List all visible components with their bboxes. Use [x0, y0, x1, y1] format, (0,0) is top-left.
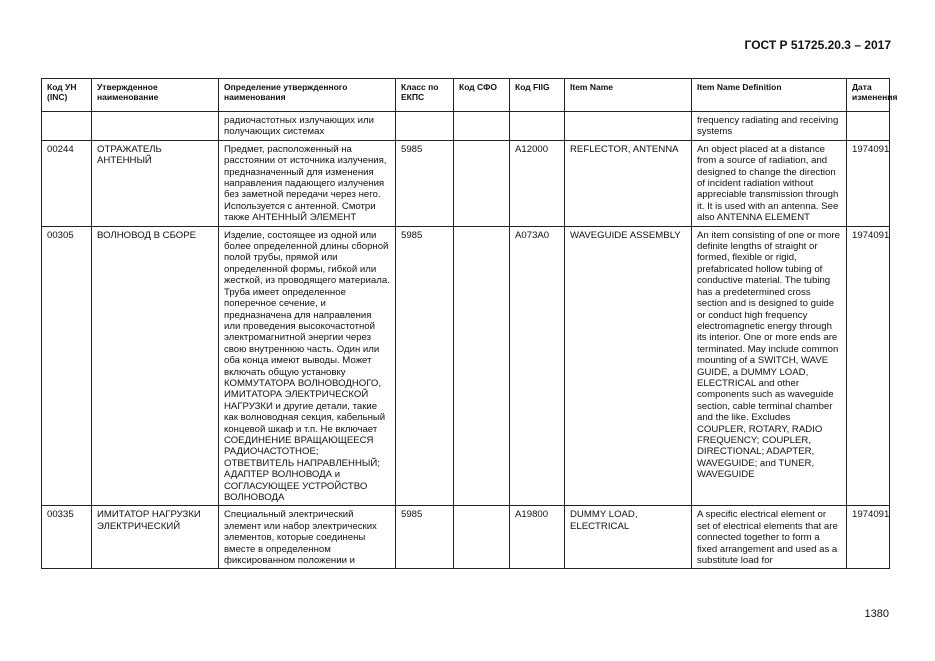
table-row — [42, 112, 890, 141]
cell-class: 5985 — [396, 140, 454, 226]
document-code: ГОСТ Р 51725.20.3 – 2017 — [744, 38, 891, 52]
cell-date: 1974091 — [847, 140, 890, 226]
cell-definition: Изделие, состоящее из одной или более определенной длины сборной полой трубы, прямой или определенной формы, гибкой или жесткой, из проводящего материала. Труба имеет определенное поперечное сечение, и предназначена для направления или проведения высокочастотной электромагнитной энергии через свою внутреннюю часть. Один или оба конца имеют выводы. Может включать общую установку КОММУТАТОРА ВОЛНОВОДНОГО, ИМИТАТОРА ЭЛЕКТРИЧЕСКОЙ НАГРУЗКИ и другие детали, такие как волноводная секция, кабельный концевой шкаф и т.п. Не включает СОЕДИНЕНИЕ ВРАЩАЮЩЕЕСЯ РАДИОЧАСТОТНОЕ; ОТВЕТВИТЕЛЬ НАПРАВЛЕННЫЙ; АДАПТЕР ВОЛНОВОДА и СОГЛАСУЮЩЕЕ УСТРОЙСТВО ВОЛНОВОДА — [219, 226, 396, 506]
cell-item-name: WAVEGUIDE ASSEMBLY — [565, 226, 692, 506]
cell-definition: Предмет, расположенный на расстоянии от источника излучения, предназначенный для изменения направления падающего излучения без заметной передачи через него. Используется с антенной. Смотри также АНТЕННЫЙ ЭЛЕМЕНТ — [219, 140, 396, 226]
cell-code: 00305 — [42, 226, 92, 506]
cell-definition: радиочастотных излучающих или получающих системах — [219, 112, 396, 141]
item-names-table — [41, 78, 898, 569]
cell-code: 00244 — [42, 140, 92, 226]
cell-definition: Специальный электрический элемент или набор электрических элементов, которые соединены вместе в определенном фиксированном положении и — [219, 506, 396, 569]
cell-sfo — [454, 506, 510, 569]
cell-item-definition: A specific electrical element or set of electrical elements that are connected together to form a fixed arrangement and used as a substitute load for — [692, 506, 847, 569]
col-header-fiig: Код FIIG — [510, 79, 565, 112]
cell-code: 00335 — [42, 506, 92, 569]
cell-approved-name: ОТРАЖАТЕЛЬ АНТЕННЫЙ — [92, 140, 219, 226]
cell-date — [847, 112, 890, 141]
cell-approved-name: ИМИТАТОР НАГРУЗКИ ЭЛЕКТРИЧЕСКИЙ — [92, 506, 219, 569]
cell-date: 1974091 — [847, 506, 890, 569]
table-row — [42, 140, 890, 226]
col-header-code: Код УН (INC) — [42, 79, 92, 112]
cell-item-name: REFLECTOR, ANTENNA — [565, 140, 692, 226]
cell-item-name — [565, 112, 692, 141]
cell-code — [42, 112, 92, 141]
cell-fiig: A19800 — [510, 506, 565, 569]
col-header-class: Класс по ЕКПС — [396, 79, 454, 112]
cell-class — [396, 112, 454, 141]
cell-class: 5985 — [396, 226, 454, 506]
cell-sfo — [454, 226, 510, 506]
cell-item-definition: An object placed at a distance from a source of radiation, and designed to change the direction of incident radiation without appreciable transmission through it. It is used with an antenna. See also ANTENNA ELEMENT — [692, 140, 847, 226]
cell-fiig — [510, 112, 565, 141]
table-header-row — [42, 79, 890, 112]
page-number: 1380 — [864, 608, 889, 620]
cell-date: 1974091 — [847, 226, 890, 506]
table-row — [42, 226, 890, 506]
col-header-item-definition: Item Name Definition — [692, 79, 847, 112]
cell-item-definition: An item consisting of one or more definite lengths of straight or formed, flexible or rigid, prefabricated hollow tubing of conductive material. The tubing has a predetermined cross section and is designed to guide or conduct high frequency electromagnetic energy through its interior. One or more ends are terminated. May include common mounting of a SWITCH, WAVE GUIDE, a DUMMY LOAD, ELECTRICAL and other components such as waveguide section, cable terminal chamber and the like. Excludes COUPLER, ROTARY, RADIO FREQUENCY; COUPLER, DIRECTIONAL; ADAPTER, WAVEGUIDE; and TUNER, WAVEGUIDE — [692, 226, 847, 506]
cell-fiig: A073A0 — [510, 226, 565, 506]
cell-item-name: DUMMY LOAD, ELECTRICAL — [565, 506, 692, 569]
cell-approved-name: ВОЛНОВОД В СБОРЕ — [92, 226, 219, 506]
col-header-definition: Определение утвержденного наименования — [219, 79, 396, 112]
cell-fiig: A12000 — [510, 140, 565, 226]
col-header-date: Дата изменения — [847, 79, 890, 112]
table-row — [42, 506, 890, 569]
col-header-approved-name: Утвержденное наименование — [92, 79, 219, 112]
cell-class: 5985 — [396, 506, 454, 569]
cell-sfo — [454, 112, 510, 141]
cell-approved-name — [92, 112, 219, 141]
cell-sfo — [454, 140, 510, 226]
col-header-sfo: Код СФО — [454, 79, 510, 112]
cell-item-definition: frequency radiating and receiving systems — [692, 112, 847, 141]
col-header-item-name: Item Name — [565, 79, 692, 112]
